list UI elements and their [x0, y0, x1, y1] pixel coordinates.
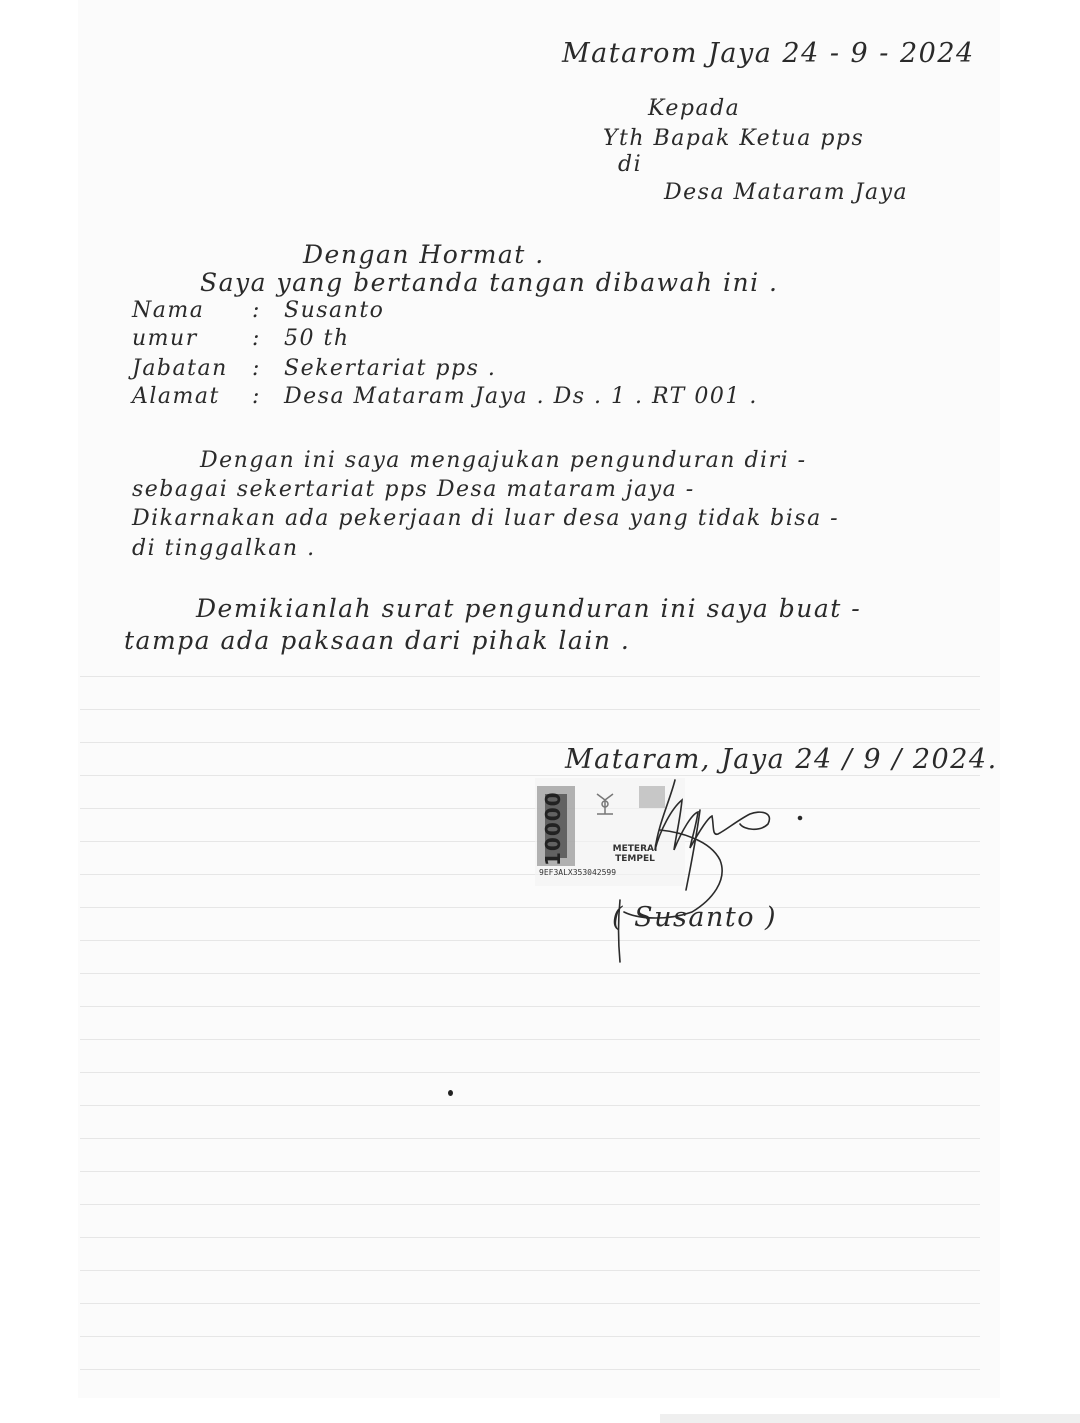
salutation: Dengan Hormat . — [303, 240, 545, 269]
ruled-line — [80, 1204, 980, 1205]
field-sep: : — [252, 356, 261, 381]
stamp-code: 9EF3ALX353042599 — [539, 868, 617, 877]
ruled-line — [80, 841, 980, 842]
body-line: sebagai sekertariat pps Desa mataram jaya - — [132, 477, 695, 502]
field-value: Susanto — [284, 298, 385, 323]
ruled-line — [80, 907, 980, 908]
field-label: Jabatan — [132, 356, 228, 381]
scan-edge — [660, 1414, 1080, 1423]
field-sep: : — [252, 298, 261, 323]
ruled-line — [80, 940, 980, 941]
ruled-line — [80, 808, 980, 809]
signer-name: ( Susanto ) — [612, 902, 778, 933]
ruled-line — [80, 973, 980, 974]
recipient-location: Desa Mataram Jaya — [664, 180, 909, 205]
ruled-line — [80, 1237, 980, 1238]
ruled-line — [80, 775, 980, 776]
ruled-line — [80, 1336, 980, 1337]
ruled-line — [80, 676, 980, 677]
field-sep: : — [252, 326, 261, 351]
body-line: Dengan ini saya mengajukan pengunduran diri - — [200, 448, 807, 473]
ruled-line — [80, 1105, 980, 1106]
field-row-umur — [132, 326, 350, 351]
field-row-nama — [132, 298, 384, 323]
field-label: Alamat — [132, 384, 220, 409]
ruled-line — [80, 1006, 980, 1007]
closing-line: Demikianlah surat pengunduran ini saya buat - — [196, 594, 862, 623]
ruled-line — [80, 1270, 980, 1271]
stamp-amount: 10000 — [541, 791, 565, 866]
ruled-line — [80, 874, 980, 875]
ruled-line — [80, 1171, 980, 1172]
field-value: Sekertariat pps . — [284, 356, 497, 381]
ruled-line — [80, 1039, 980, 1040]
place-date-bottom: Mataram, Jaya 24 / 9 / 2024. — [565, 744, 998, 775]
field-value: 50 th — [284, 326, 350, 351]
ruled-line — [80, 1138, 980, 1139]
ruled-line — [80, 1072, 980, 1073]
ruled-line — [80, 709, 980, 710]
body-line: Dikarnakan ada pekerjaan di luar desa yang tidak bisa - — [132, 506, 840, 531]
field-row-alamat — [132, 384, 758, 409]
closing-line: tampa ada paksaan dari pihak lain . — [124, 626, 631, 655]
recipient-di: di — [618, 152, 643, 177]
ink-dot — [448, 1090, 453, 1096]
field-sep: : — [252, 384, 261, 409]
place-date-top: Matarom Jaya 24 - 9 - 2024 — [562, 38, 975, 69]
body-line: di tinggalkan . — [132, 536, 316, 561]
field-label: umur — [132, 326, 198, 351]
ruled-line — [80, 742, 980, 743]
ruled-line — [80, 1369, 980, 1370]
field-value: Desa Mataram Jaya . Ds . 1 . RT 001 . — [284, 384, 758, 409]
ruled-line — [80, 1303, 980, 1304]
field-label: Nama — [132, 298, 205, 323]
intro-line: Saya yang bertanda tangan dibawah ini . — [200, 268, 779, 297]
recipient-kepada: Kepada — [648, 96, 741, 121]
letter-paper — [78, 0, 1000, 1398]
field-row-jabatan — [132, 356, 496, 381]
signature-scribble — [600, 770, 820, 970]
stamp-label: METERAI TEMPEL — [612, 844, 658, 864]
recipient-yth: Yth Bapak Ketua pps — [603, 126, 865, 151]
